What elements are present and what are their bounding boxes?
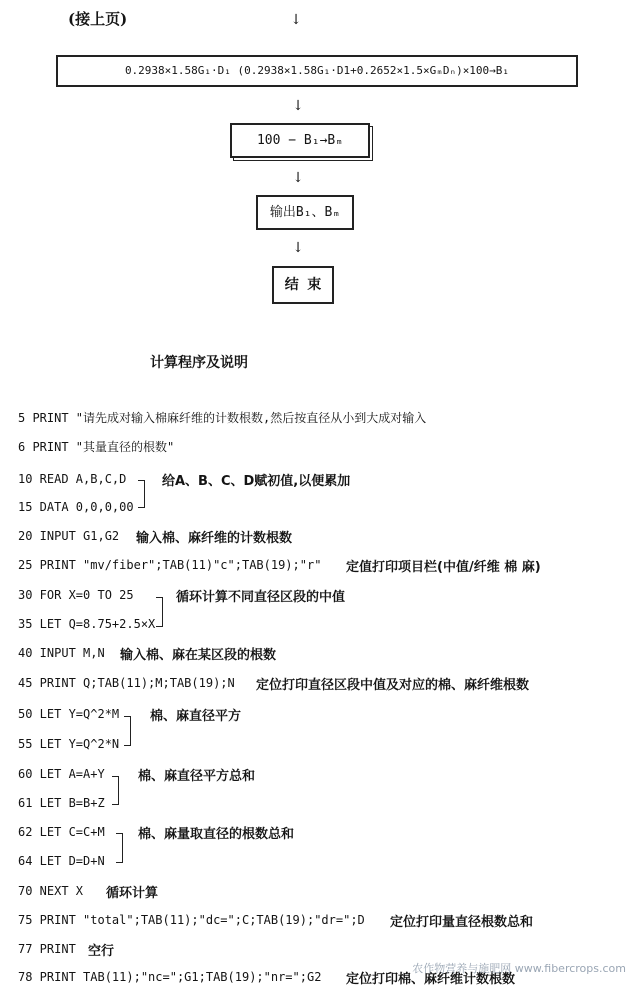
code-note: 定位打印棉、麻纤维计数根数 [346, 972, 516, 987]
bracket [116, 833, 123, 863]
code-note: 定位打印量直径根数总和 [390, 915, 534, 930]
flow-box-subtract [230, 123, 370, 158]
code-line: 70 NEXT X [18, 884, 84, 898]
code-line: 25 PRINT "mv/fiber";TAB(11)"c";TAB(19);"r" [18, 558, 322, 572]
code-note: 输入棉、麻在某区段的根数 [120, 648, 277, 663]
code-line: 78 PRINT TAB(11);"nc=";G1;TAB(19);"nr=";G2 [18, 970, 322, 984]
code-note: 定值打印项目栏(中值/纤维 棉 麻) [346, 560, 541, 575]
code-note: 棉、麻直径平方总和 [138, 769, 256, 784]
bracket [138, 480, 145, 508]
flow-box-formula [56, 55, 578, 87]
code-line: 10 READ A,B,C,D [18, 472, 127, 486]
code-note: 空行 [88, 944, 115, 959]
arrow-down-icon: ↓ [290, 12, 302, 28]
code-line: 15 DATA 0,0,0,00 [18, 500, 134, 514]
code-line: 64 LET D=D+N [18, 854, 105, 868]
code-note: 定位打印直径区段中值及对应的棉、麻纤维根数 [256, 678, 530, 693]
flow-box-end-text: 结 束 [284, 277, 322, 293]
code-line: 5 PRINT "请先成对输入棉麻纤维的计数根数,然后按直径从小到大成对输入 [18, 411, 427, 425]
arrow-down-icon: ↓ [292, 240, 304, 256]
flow-box-subtract-text: 100 − B₁→Bₘ [256, 133, 344, 148]
flow-box-end [272, 266, 334, 304]
continuation-label: (接上页) [68, 10, 128, 28]
flow-box-output-text: 输出B₁、Bₘ [269, 205, 341, 220]
bracket [112, 776, 119, 805]
code-note: 循环计算不同直径区段的中值 [176, 590, 346, 605]
arrow-down-icon: ↓ [292, 98, 304, 114]
flow-box-formula-text: 0.2938×1.58G₁·D₁ (0.2938×1.58G₁·D1+0.2652×1.5×GₘDₙ)×100→B₁ [124, 64, 510, 77]
code-line: 61 LET B=B+Z [18, 796, 105, 810]
code-note: 棉、麻直径平方 [150, 709, 242, 724]
flow-box-output [256, 195, 354, 230]
code-note: 给A、B、C、D赋初值,以便累加 [162, 474, 351, 489]
bracket [156, 597, 163, 627]
code-line: 6 PRINT "其量直径的根数" [18, 440, 175, 454]
code-line: 75 PRINT "total";TAB(11);"dc=";C;TAB(19);"dr=";D [18, 913, 365, 927]
code-line: 30 FOR X=0 TO 25 [18, 588, 134, 602]
code-line: 40 INPUT M,N [18, 646, 105, 660]
code-line: 55 LET Y=Q^2*N [18, 737, 120, 751]
code-line: 50 LET Y=Q^2*M [18, 707, 120, 721]
code-line: 45 PRINT Q;TAB(11);M;TAB(19);N [18, 676, 235, 690]
section-title: 计算程序及说明 [150, 355, 248, 371]
code-line: 35 LET Q=8.75+2.5×X [18, 617, 156, 631]
code-note: 棉、麻量取直径的根数总和 [138, 827, 295, 842]
code-line: 62 LET C=C+M [18, 825, 105, 839]
code-note: 循环计算 [106, 886, 159, 901]
watermark: 农作物营养与施肥网 www.fibercrops.com [412, 962, 626, 975]
arrow-down-icon: ↓ [292, 170, 304, 186]
code-line: 20 INPUT G1,G2 [18, 529, 120, 543]
bracket [124, 716, 131, 746]
code-line: 77 PRINT [18, 942, 76, 956]
code-line: 60 LET A=A+Y [18, 767, 105, 781]
code-note: 输入棉、麻纤维的计数根数 [136, 531, 293, 546]
